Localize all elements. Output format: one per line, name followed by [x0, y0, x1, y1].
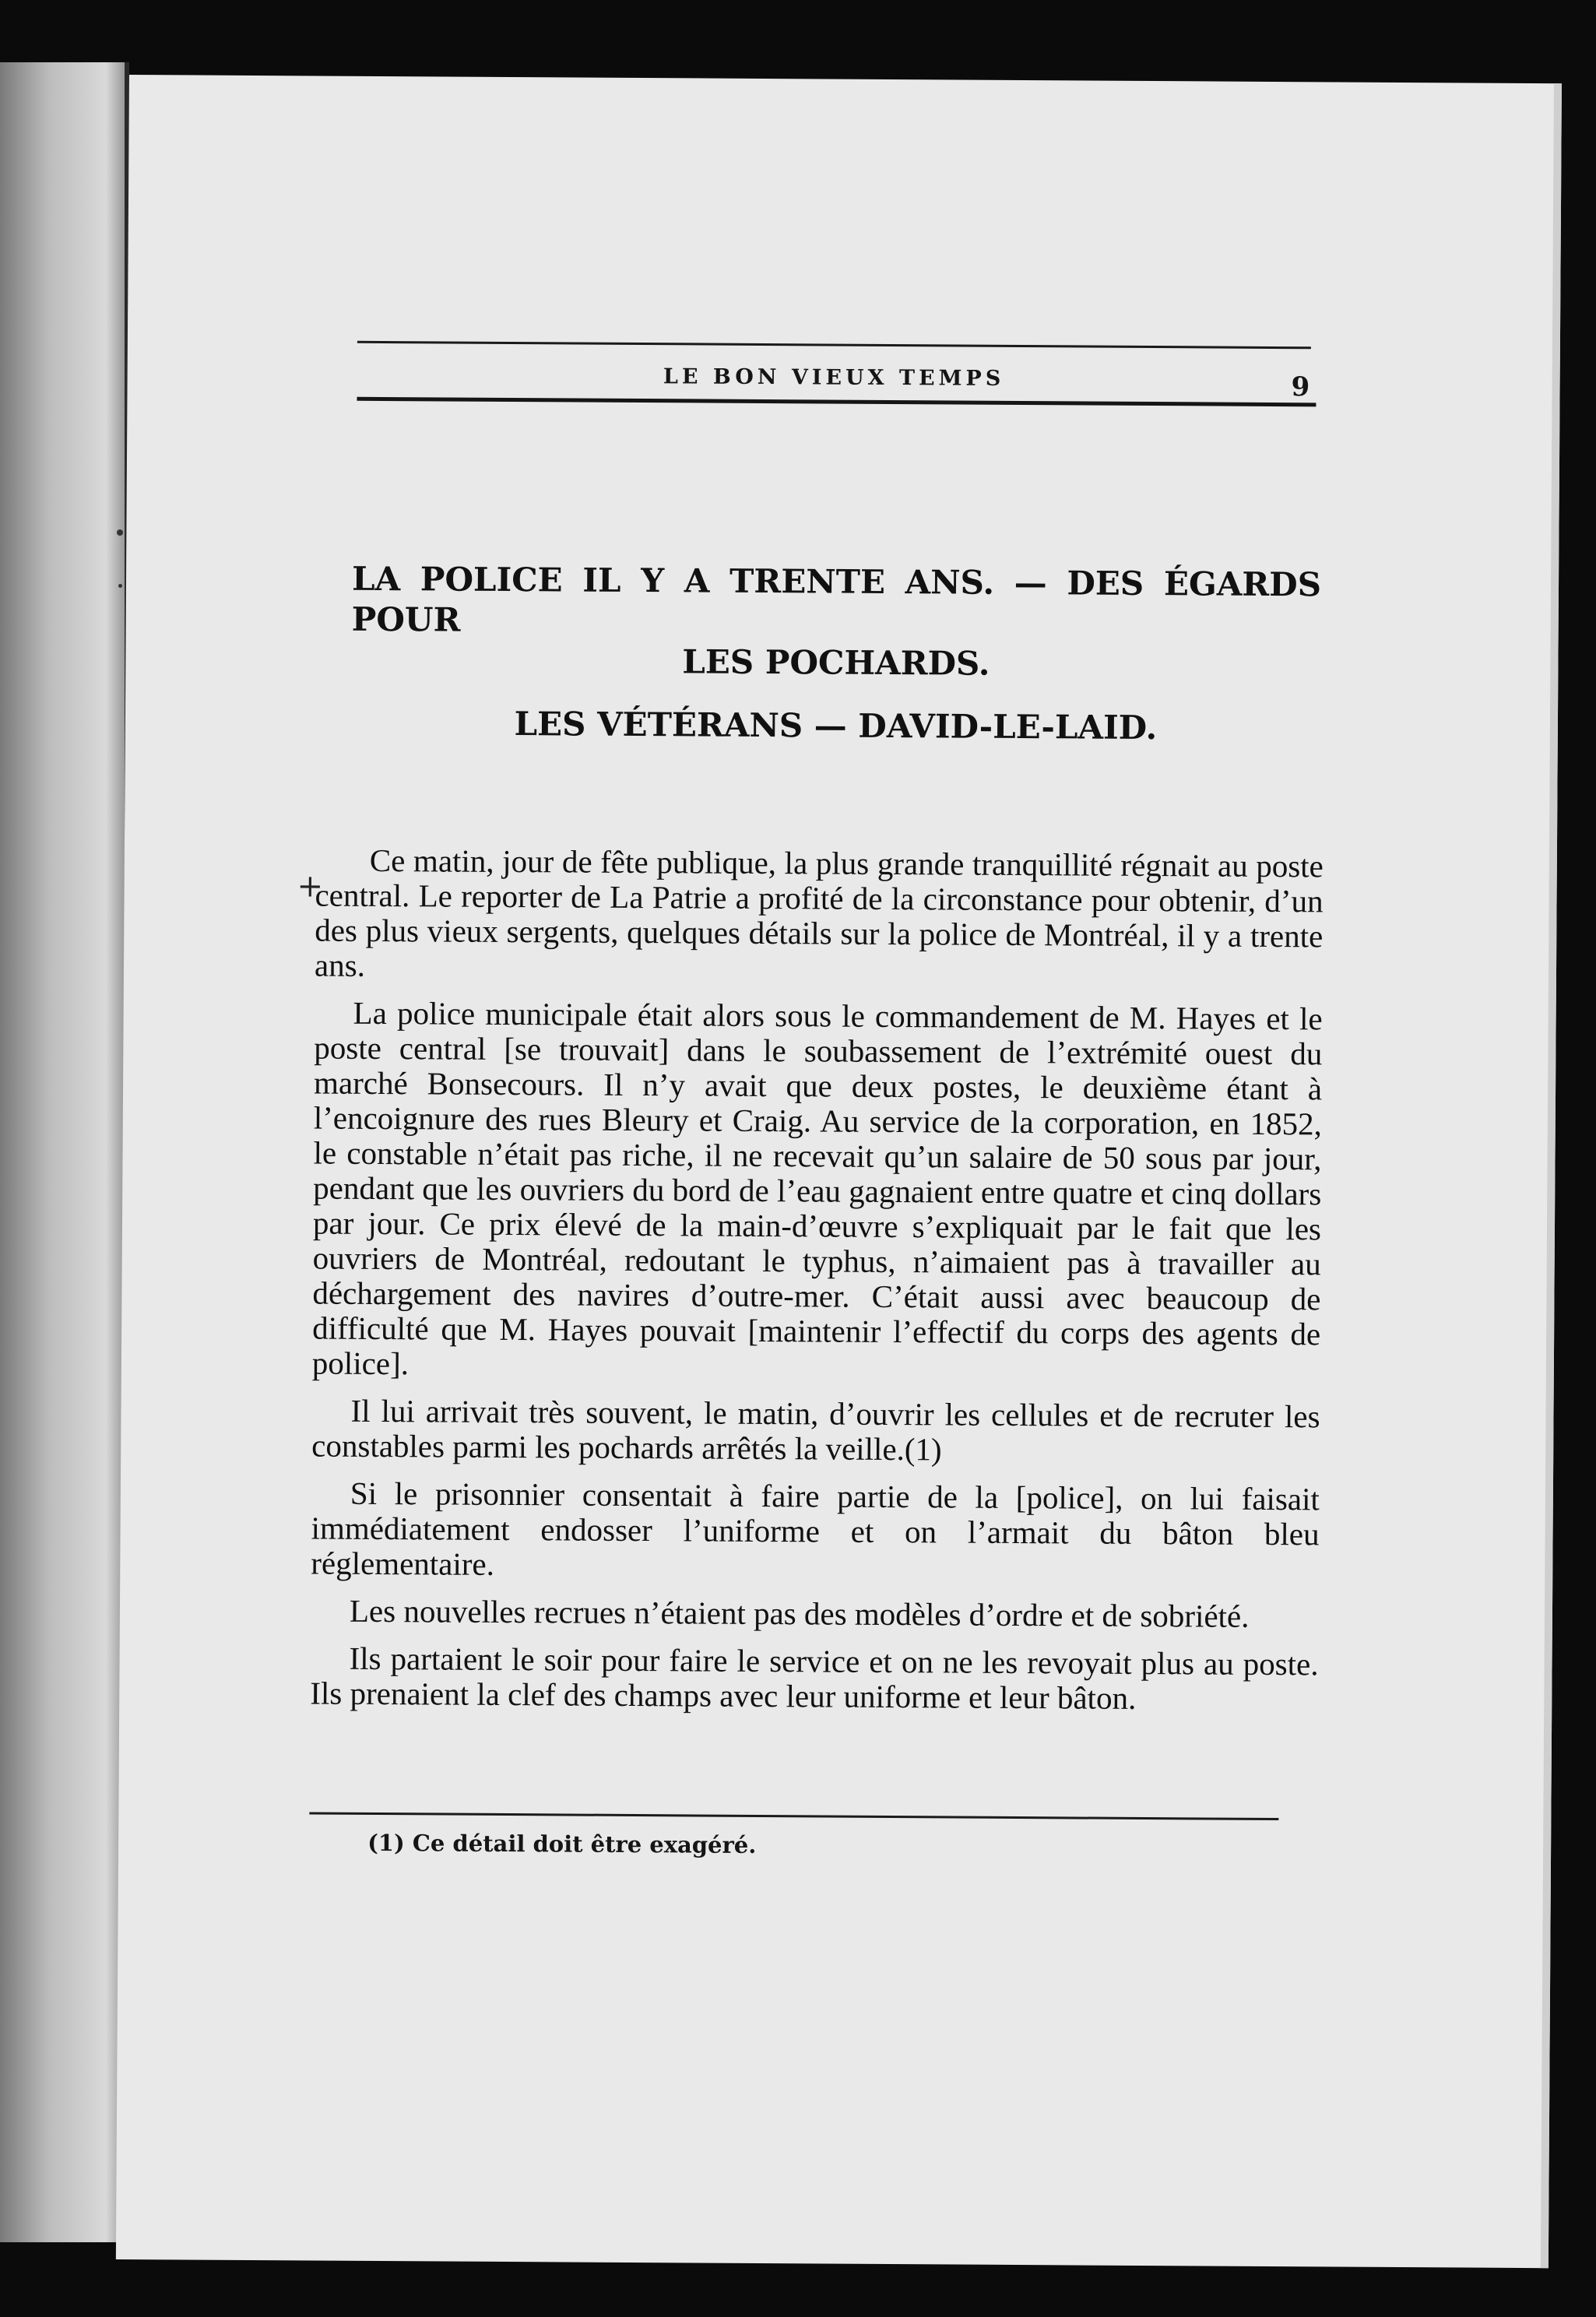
body-text [310, 842, 1324, 1729]
paragraph: Ce matin, jour de fête publique, la plus grande tranquillité régnait au poste central. Le reporter de La Patrie a profité de la circonstance pour obtenir, d’un des plus vieux sergents, quelques détails sur la police de Montréal, il y a trente ans. [314, 842, 1324, 983]
running-head: LE BON VIEUX TEMPS [663, 364, 1005, 391]
left-page-edge [0, 62, 129, 2242]
chapter-subtitle: LES VÉTÉRANS — DAVID-LE-LAID. [514, 705, 1158, 747]
paragraph: Il lui arrivait très souvent, le matin, d’ouvrir les cellules et de recruter les constables parmi les pochards arrêtés la veille.(1) [311, 1392, 1320, 1468]
margin-cross-mark: + [297, 868, 324, 905]
chapter-title-line-1: LA POLICE IL Y A TRENTE ANS. — DES ÉGARDS POUR [351, 559, 1322, 639]
paragraph: Ils partaient le soir pour faire le service et on ne les revoyait plus au poste. Ils prenaient la clef des champs avec leur uniforme et leur bâton. [310, 1640, 1319, 1716]
book-page [116, 75, 1562, 2268]
footnote-rule [309, 1812, 1278, 1820]
header-rule-top [357, 341, 1311, 349]
header-rule-bottom [357, 397, 1316, 407]
page-number: 9 [1291, 371, 1310, 403]
chapter-title [351, 559, 1321, 687]
paragraph: La police municipale était alors sous le commandement de M. Hayes et le poste central [se trouvait] dans le soubassement de l’extrémité ouest du marché Bonsecours. Il n’y avait que deux postes, le deuxième étant à l’encoignure des rues Bleury et Craig. Au service de la corporation, en 1852, le constable n’était pas riche, il ne recevait qu’un salaire de 50 sous par jour, pendant que les ouvriers du bord de l’eau gagnaient entre quatre et cinq dollars par jour. Ce prix élevé de la main-d’œuvre s’expliquait par le fait que les ouvriers de Montréal, redoutant le typhus, n’aimaient pas à travailler au déchargement des navires d’outre-mer. C’était aussi avec beaucoup de difficulté que M. Hayes pouvait [maintenir l’effectif du corps des agents de police]. [311, 994, 1323, 1382]
scan-speck [117, 529, 123, 536]
footnote: (1) Ce détail doit être exagéré. [367, 1829, 757, 1858]
paragraph: Si le prisonnier consentait à faire partie de la [police], on lui faisait immédiatement endosser l’uniforme et on l’armait du bâton bleu réglementaire. [311, 1475, 1320, 1582]
chapter-title-line-2: LES POCHARDS. [682, 642, 990, 683]
paragraph: Les nouvelles recrues n’étaient pas des modèles d’ordre et de sobriété. [349, 1592, 1250, 1634]
scan-speck [118, 584, 122, 588]
